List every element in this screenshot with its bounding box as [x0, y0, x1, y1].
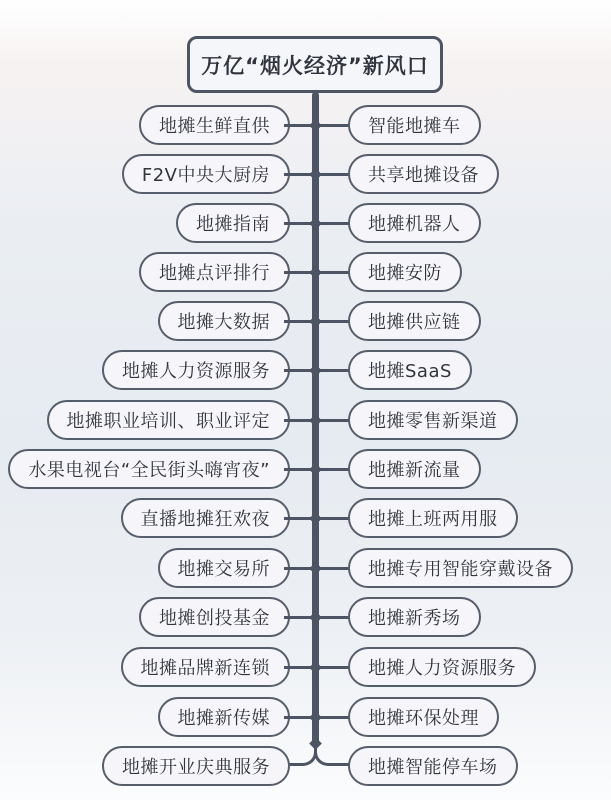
node-label: 地摊SaaS: [368, 361, 452, 382]
node-left: [158, 548, 291, 588]
node-label: 地摊人力资源服务: [122, 361, 270, 382]
branch-row: [0, 154, 611, 194]
node-right: [348, 203, 481, 243]
node-right: [348, 400, 518, 440]
connector-line: [316, 369, 350, 372]
connector-line: [316, 616, 350, 619]
node-left: [158, 697, 291, 737]
node-right: [348, 252, 462, 292]
node-label: 地摊开业庆典服务: [122, 757, 270, 778]
node-right: [348, 154, 499, 194]
connector-line: [316, 173, 350, 176]
node-label: 地摊环保处理: [368, 708, 479, 729]
node-right: [348, 746, 518, 786]
branch-row: [0, 252, 611, 292]
node-label: 地摊生鲜直供: [159, 116, 270, 137]
node-label: 地摊专用智能穿戴设备: [368, 559, 553, 580]
node-label: 智能地摊车: [368, 116, 461, 137]
node-label: 地摊安防: [368, 263, 442, 284]
node-label: 地摊供应链: [368, 312, 461, 333]
node-left: [122, 154, 290, 194]
node-right: [348, 301, 481, 341]
node-label: 地摊职业培训、职业评定: [66, 411, 270, 432]
node-right: [348, 597, 481, 637]
node-right: [348, 449, 481, 489]
node-right: [348, 498, 518, 538]
connector-line: [316, 517, 350, 520]
node-label: 地摊交易所: [177, 559, 270, 580]
node-label: 地摊创投基金: [159, 608, 270, 629]
node-right: [348, 105, 481, 145]
node-left: [158, 301, 291, 341]
node-label: 地摊指南: [196, 214, 270, 235]
node-left: [139, 252, 290, 292]
branch-row: [0, 498, 611, 538]
branch-row: [0, 647, 611, 687]
branch-row: [0, 449, 611, 489]
connector-line: [316, 419, 350, 422]
connector-line: [316, 468, 350, 471]
node-left: [102, 350, 290, 390]
node-label: 地摊新流量: [368, 460, 461, 481]
branch-row: [0, 105, 611, 145]
connector-line: [316, 271, 350, 274]
branch-row: [0, 350, 611, 390]
node-left: [102, 746, 290, 786]
connector-line: [316, 222, 350, 225]
node-label: 地摊零售新渠道: [368, 411, 498, 432]
connector-line: [316, 124, 350, 127]
node-label: 地摊品牌新连锁: [140, 658, 270, 679]
node-right: [348, 697, 499, 737]
node-label: 地摊智能停车场: [368, 757, 498, 778]
node-label: 地摊上班两用服: [368, 509, 498, 530]
node-label: 地摊人力资源服务: [368, 658, 516, 679]
connector-line: [316, 666, 350, 669]
node-label: 水果电视台“全民街头嗨宵夜”: [28, 460, 270, 481]
branch-row: [0, 203, 611, 243]
node-label: 地摊新传媒: [177, 708, 270, 729]
connector-line: [316, 320, 350, 323]
node-left: [139, 597, 290, 637]
node-right: [348, 548, 573, 588]
branch-row: [0, 301, 611, 341]
branch-row: [0, 597, 611, 637]
root-node: [187, 36, 443, 93]
connector-line: [316, 567, 350, 570]
node-left: [47, 400, 291, 440]
node-right: [348, 350, 472, 390]
node-label: 地摊大数据: [177, 312, 270, 333]
node-left: [176, 203, 290, 243]
branch-row: [0, 746, 611, 786]
node-label: 地摊新秀场: [368, 608, 461, 629]
node-left: [139, 105, 290, 145]
root-node-label: 万亿“烟火经济”新风口: [201, 53, 429, 78]
node-label: 地摊点评排行: [159, 263, 270, 284]
node-label: 直播地摊狂欢夜: [140, 509, 270, 530]
node-left: [8, 449, 290, 489]
branch-row: [0, 548, 611, 588]
node-left: [121, 647, 291, 687]
node-label: 地摊机器人: [368, 214, 461, 235]
node-label: F2V中央大厨房: [141, 165, 270, 186]
node-label: 共享地摊设备: [368, 165, 479, 186]
node-left: [121, 498, 291, 538]
node-right: [348, 647, 536, 687]
branch-row: [0, 697, 611, 737]
connector-line: [316, 716, 350, 719]
branch-row: [0, 400, 611, 440]
